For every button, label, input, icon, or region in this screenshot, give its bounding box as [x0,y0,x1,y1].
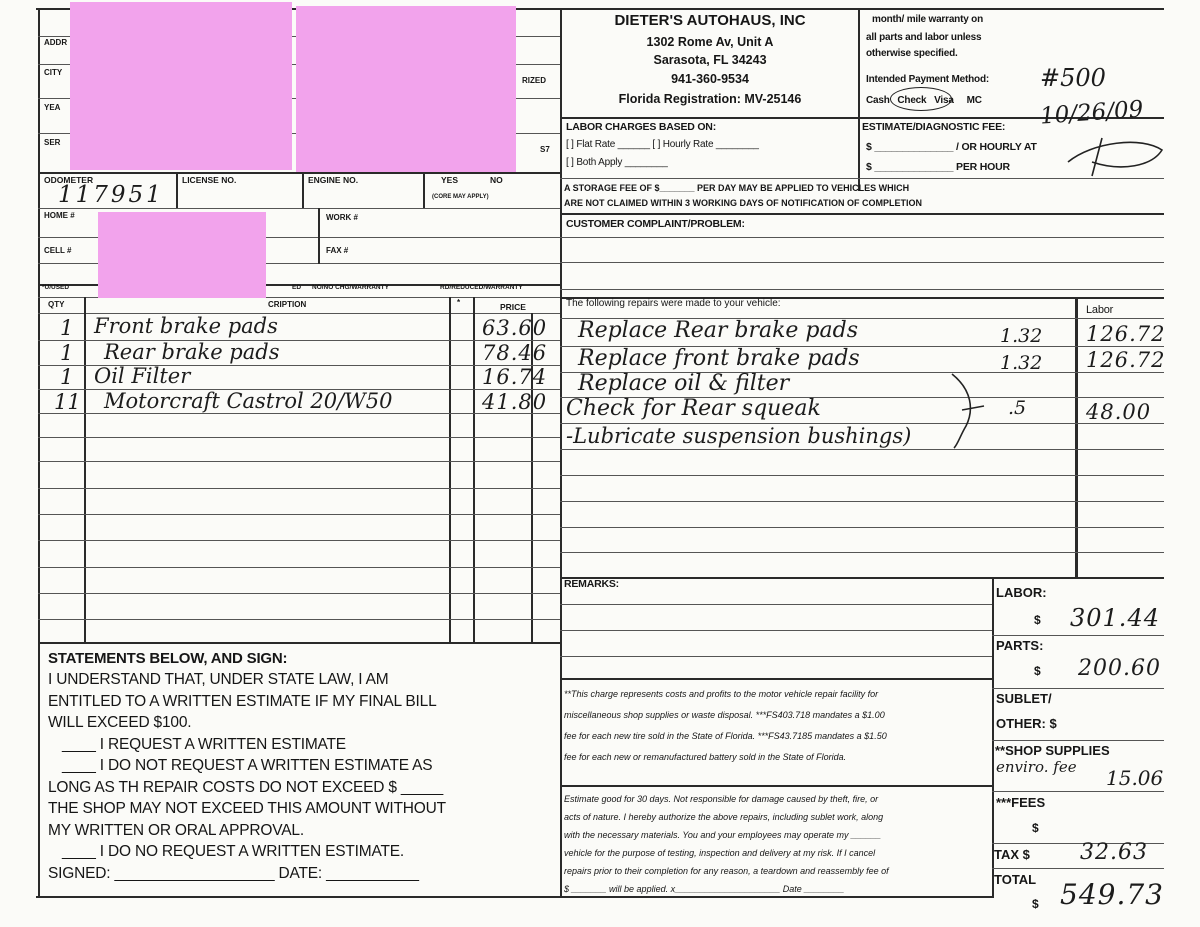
fees-dollar: $ [1032,821,1039,835]
label-cell: CELL # [44,246,72,255]
total-dollar: $ [1032,897,1039,911]
repair-hours: .5 [1008,397,1027,419]
parts-total-label: PARTS: [996,638,1044,653]
authorization-text: Estimate good for 30 days. Not responsible for damage caused by theft, fire, or acts of nature. I hereby authorize the above repairs, including sublet work, along with the necessary materials. You and your employees may operate my ______ vehicle for the purpose of testing, inspection and delivery at my risk. If I cancel repairs prior to their completion for any reason, a teardown and reassembly fee of $ _______ will be applied. x_____________________ Date ________ [564,794,889,894]
shop-phone: 941-360-9534 [671,72,749,86]
labor-charges-both: [ ] Both Apply ________ [566,157,668,168]
label-used: *U/USED [42,284,70,291]
repair-bracket [948,370,988,452]
repair-labor: 126.72 [1086,348,1166,372]
shop-supplies-value: 15.06 [1106,766,1164,790]
label-yes: YES [441,175,459,185]
remarks-label: REMARKS: [564,578,619,590]
part-qty: 1 [60,341,74,365]
repairs-title: The following repairs were made to your vehicle: [566,298,781,309]
part-description: Motorcraft Castrol 20/W50 [104,389,393,413]
payment-label: Intended Payment Method: [866,74,989,85]
label-addr: ADDR [44,38,68,47]
initials-scribble [1062,132,1172,182]
labor-total-label: LABOR: [996,585,1047,600]
estimate-fee-title: ESTIMATE/DIAGNOSTIC FEE: [862,121,1006,133]
shop-address: 1302 Rome Av, Unit A [646,35,774,49]
warranty-line3: otherwise specified. [866,48,958,59]
repair-text: Replace Rear brake pads [578,318,858,343]
redacted-name-block [70,2,292,170]
part-qty: 1 [60,316,74,340]
label-ser: SER [44,138,61,147]
sublet-label: SUBLET/ [996,691,1052,706]
label-year: YEA [44,103,61,112]
label-work: WORK # [326,213,358,222]
label-engine: ENGINE NO. [308,175,359,185]
shop-registration: Florida Registration: MV-25146 [618,92,802,106]
repair-text: Replace front brake pads [578,346,860,371]
repair-text: Check for Rear squeak [566,396,821,421]
redacted-vehicle-block [296,6,516,172]
label-ed: ED [292,284,302,291]
label-price: PRICE [500,302,526,312]
label-city: CITY [44,68,63,77]
shop-city: Sarasota, FL 34243 [653,53,767,67]
repair-hours: 1.32 [1000,325,1043,347]
label-odometer: ODOMETER [44,175,94,185]
repair-text: Replace oil & filter [578,371,790,396]
fees-label: ***FEES [996,795,1046,810]
labor-dollar: $ [1034,613,1041,627]
part-qty: 1 [60,365,74,389]
redacted-phone-block [98,212,266,298]
label-no-chg: NO/NO CHG/WARRANTY [312,284,389,291]
label-s7: S7 [540,145,550,154]
part-price: 16.74 [482,365,548,389]
statements-title: STATEMENTS BELOW, AND SIGN: [48,650,288,667]
shop-supplies-label: **SHOP SUPPLIES [995,743,1110,758]
invoice-date: 10/26/09 [1039,96,1145,130]
part-price: 78.46 [482,341,548,365]
labor-column-label: Labor [1086,304,1114,316]
storage-line2: ARE NOT CLAIMED WITHIN 3 WORKING DAYS OF NOTIFICATION OF COMPLETION [564,198,922,208]
part-description: Front brake pads [94,314,278,338]
label-star: * [457,298,461,307]
total-label: TOTAL [994,872,1037,887]
estimate-fee-line2: $ ______________ PER HOUR [866,161,1010,173]
parts-total-value: 200.60 [1078,656,1161,681]
label-home: HOME # [44,211,75,220]
repair-labor: 126.72 [1086,322,1166,346]
complaint-title: CUSTOMER COMPLAINT/PROBLEM: [566,218,745,230]
label-qty: QTY [48,300,65,309]
statements-block: STATEMENTS BELOW, AND SIGN: I UNDERSTAND THAT, UNDER STATE LAW, I AM ENTITLED TO A WRITTEN ESTIMATE IF MY FINAL BILL WILL EXCEED $100. ____ I REQUEST A WRITTEN ESTIMATE ____ I DO NOT REQUEST A WRITTEN ESTIMATE AS LONG AS TH REPAIR COSTS DO NOT EXCEED $ _____ THE SHOP MAY NOT EXCEED THIS AMOUNT WITHOUT MY WRITTEN OR ORAL APPROVAL. ____ I DO NO REQUEST A WRITTEN ESTIMATE. SIGNED: ___________________ DATE: ___________ [48,648,558,884]
repair-hours: 1.32 [1000,352,1043,374]
repair-text: -Lubricate suspension bushings) [566,424,912,448]
other-label: OTHER: $ [996,716,1057,731]
part-description: Rear brake pads [104,340,280,364]
part-price: 63.60 [482,316,548,340]
part-qty: 11 [54,390,81,414]
label-license: LICENSE NO. [182,175,237,185]
part-price: 41.80 [482,390,548,414]
invoice-number: #500 [1040,64,1106,92]
parts-dollar: $ [1034,664,1041,678]
charge-note: **This charge represents costs and profits to the motor vehicle repair facility for miscellaneous shop supplies or waste disposal. ***FS403.718 mandates a $1.00 fee for each new tire sold in the State of Florida. ***FS43.7185 mandates a $1.50 fee for each new or remanufactured battery sold in the State of Florida. [564,689,887,762]
shop-name: DIETER'S AUTOHAUS, INC [614,12,806,29]
tax-value: 32.63 [1080,840,1148,865]
storage-line1: A STORAGE FEE OF $_______ PER DAY MAY BE APPLIED TO VEHICLES WHICH [564,183,910,193]
warranty-line1: month/ mile warranty on [872,14,983,25]
part-description: Oil Filter [94,364,191,388]
shop-supplies-note: enviro. fee [996,758,1077,776]
label-rized: RIZED [522,76,546,85]
labor-total-value: 301.44 [1070,604,1160,632]
odometer-value: 117951 [58,182,164,208]
label-core: (CORE MAY APPLY) [432,194,489,200]
label-rd-reduced: RD/REDUCED/WARRANTY [440,284,523,291]
label-no: NO [490,175,503,185]
label-fax: FAX # [326,246,349,255]
check-circle [890,87,952,111]
estimate-fee-line1: $ ______________ / OR HOURLY AT [866,141,1037,153]
total-value: 549.73 [1060,878,1164,911]
repair-labor: 48.00 [1086,400,1152,424]
labor-charges-title: LABOR CHARGES BASED ON: [566,121,716,133]
label-description: CRIPTION [268,300,307,309]
warranty-line2: all parts and labor unless [866,32,982,43]
labor-charges-flat: [ ] Flat Rate ______ [ ] Hourly Rate ________ [566,139,759,150]
tax-label: TAX $ [994,847,1030,862]
payment-options: Cash Check Visa MC [866,95,982,106]
